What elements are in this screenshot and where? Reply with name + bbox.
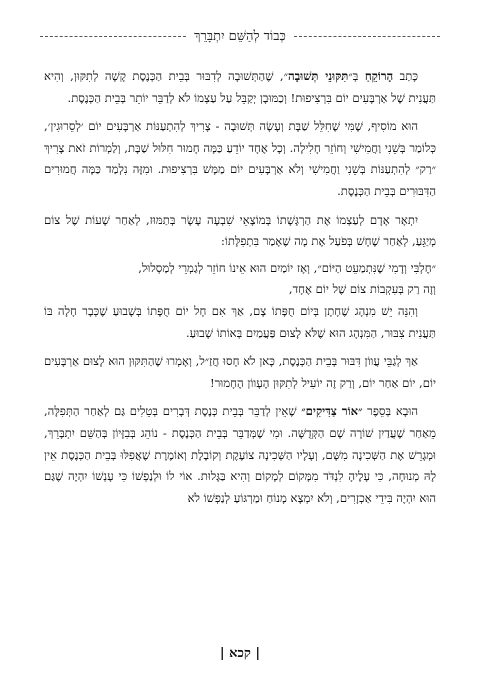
paragraph-3 [44, 210, 436, 253]
paragraph-5: אַךְ לְגַבֵּי עֲווֹן דִּבּוּר בְּבֵית הַכְּנֶסֶת, כָּאן לֹא חָסוּ חֲזַ״ל, וְאָמְרוּ שֶׁהַתִּקּוּן הוּא לָצוּם אַרְבָּעִים יוֹם, יוֹם אַחַר יוֹם, וְרַק זֶה יוֹעִיל לְתִקּוּן הֶעָווֹן הֶחָמוּר! [44, 354, 436, 390]
header-rule-right [294, 36, 440, 37]
paragraph-6-bold-book: ״אוֹר צַדִּיקִים״ [301, 404, 363, 419]
paragraph-1-bold-book: תִּקּוּנֵי תְּשׁוּבָה [287, 69, 349, 83]
header-title: כְּבוֹד לְהַשֵּׁם יִתְבָּרֵךְ [194, 29, 286, 44]
paragraph-6 [44, 401, 436, 509]
paragraph-1-bold-source: הָרוֹקֵחַ [364, 69, 394, 83]
paragraph-6-rest: שֶׁאֵין לְדַבֵּר בְּבֵית כְּנֶסֶת דְּבָרִים בְּטֵלִים גַּם לְאַחַר הַתְּפִלָּה, מֵאַחַר שֶׁעֲדַיִן שׁוֹרָה שָׁם הַקְּדֻשָּׁה. וּמִי שֶׁמְּדַבֵּר בְּבֵית הַכְּנֶסֶת - נוֹהֵג בְּבִזָּיוֹן בְּהַשֵּׁם יִתְבָּרֵךְ, וּמְגָרֵשׁ אֶת הַשְּׁכִינָה מִשָּׁם, וְעָלָיו הַשְּׁכִינָה צוֹעֶקֶת וְקוֹבֶלֶת וְאוֹמֶרֶת שֶׁאֲפִלּוּ בְּבֵית הַכְּנֶסֶת אֵין לָהּ מְנוּחָה, כִּי עָלֶיהָ לִנְדֹּד מִמָּקוֹם לְמָקוֹם וְהִיא בַּגָּלוּת. אוֹי לוֹ וּלְנַפְשׁוֹ כִּי עָנְשׁוֹ יִהְיֶה שֶׁגַּם הוּא יִהְיֶה בִּידֵי אַכְזָרִים, וְלֹא יִמְצָא מָנוֹחַ וּמַרְגּוֹעַ לְנַפְשׁוֹ לֹא [44, 404, 436, 505]
paragraph-1-lead: כָּתַב [393, 69, 418, 83]
paragraph-6-lead: הוּבָא בְּסֵפֶר [362, 404, 418, 419]
page-number: | קכא | [219, 646, 261, 661]
paragraph-4: וְהִנֵּה יֵשׁ מִנְהָג שֶׁחָתָן בְּיוֹם חֻפָּתוֹ צָם, אַךְ אִם חָל יוֹם חֻפָּתוֹ בְּשָׁבוּעַ שֶׁכְּבָר חָלָה בּוֹ תַּעֲנִית צִבּוּר, הַמִּנְהָג הוּא שֶׁלֹּא לָצוּם פַּעֲמַיִם בְּאוֹתוֹ שָׁבוּעַ. [44, 303, 436, 340]
running-header [40, 26, 440, 46]
header-rule-left [40, 36, 186, 37]
body-text [44, 66, 436, 516]
paragraph-2: הוּא מוֹסִיף, שֶׁמִּי שֶׁחִלֵּל שַׁבָּת וְעָשָׂה תְּשׁוּבָה - צָרִיךְ לְהִתְעַנּוֹת אַרְבָּעִים יוֹם ׳לְסֵרוּגִין׳, כְּלוֹמַר בְּשֵׁנִי וַחֲמִישִׁי וְחוֹזֵר חָלִילָה. וְכָל אֶחָד יוֹדֵעַ כַּמָּה חָמוּר חִלּוּל שַׁבָּת, וְלַמְרוֹת זֹאת צָרִיךְ ״רַק״ לְהִתְעַנּוֹת בְּשֵׁנִי וַחֲמִישִׁי וְלֹא אַרְבָּעִים יוֹם מַמָּשׁ בִּרְצִיפוּת. וּמִזֶּה נִלְמַד כַּמָּה חֲמוּרִים הַדִּבּוּרִים בְּבֵית הַכְּנֶסֶת. [44, 119, 436, 198]
paragraph-3-text: יִתְאָר אָדָם לְעַצְמוֹ אֶת הַרְגָּשָׁתוֹ בְּמוֹצָאֵי שִׁבְעָה עָשָׂר בְּתַמּוּז, לְאַחַר שָׁעוֹת שֶׁל צוֹם מְיַגֵּעַ, לְאַחַר שֶׁחָשׁ בְּפֹעַל אֶת מָה שֶׁאָמַר בִּתְפִלָּתוֹ: [44, 212, 436, 249]
paragraph-3-quote-end: וְזֶה רַק בְּעִקְבוֹת צוֹם שֶׁל יוֹם אֶחָד, [288, 282, 436, 297]
paragraph-1-rest: ״, שֶׁהַתְּשׁוּבָה לְדִבּוּר בְּבֵית הַכְּנֶסֶת קָשָׁה לְתִקּוּן, וְהִיא תַּעֲנִית שֶׁל אַרְבָּעִים יוֹם בִּרְצִיפוּת! וְכַמּוּבָן יְקַבֵּל עַל עַצְמוֹ לֹא לְדַבֵּר יוֹתֵר בְּבֵית הַכְּנֶסֶת. [44, 69, 436, 105]
paragraph-1 [44, 66, 436, 109]
paragraph-3-quote: ״חֶלְבִּי וְדָמִי שֶׁנִּתְמַעֵט הַיּוֹם״, וְאָז יוֹמַיִם הוּא אֵינוֹ חוֹזֵר לְגַמְרֵי לְמַסְלוּל, [138, 260, 436, 275]
paragraph-1-mid: בְּ״ [348, 69, 365, 83]
